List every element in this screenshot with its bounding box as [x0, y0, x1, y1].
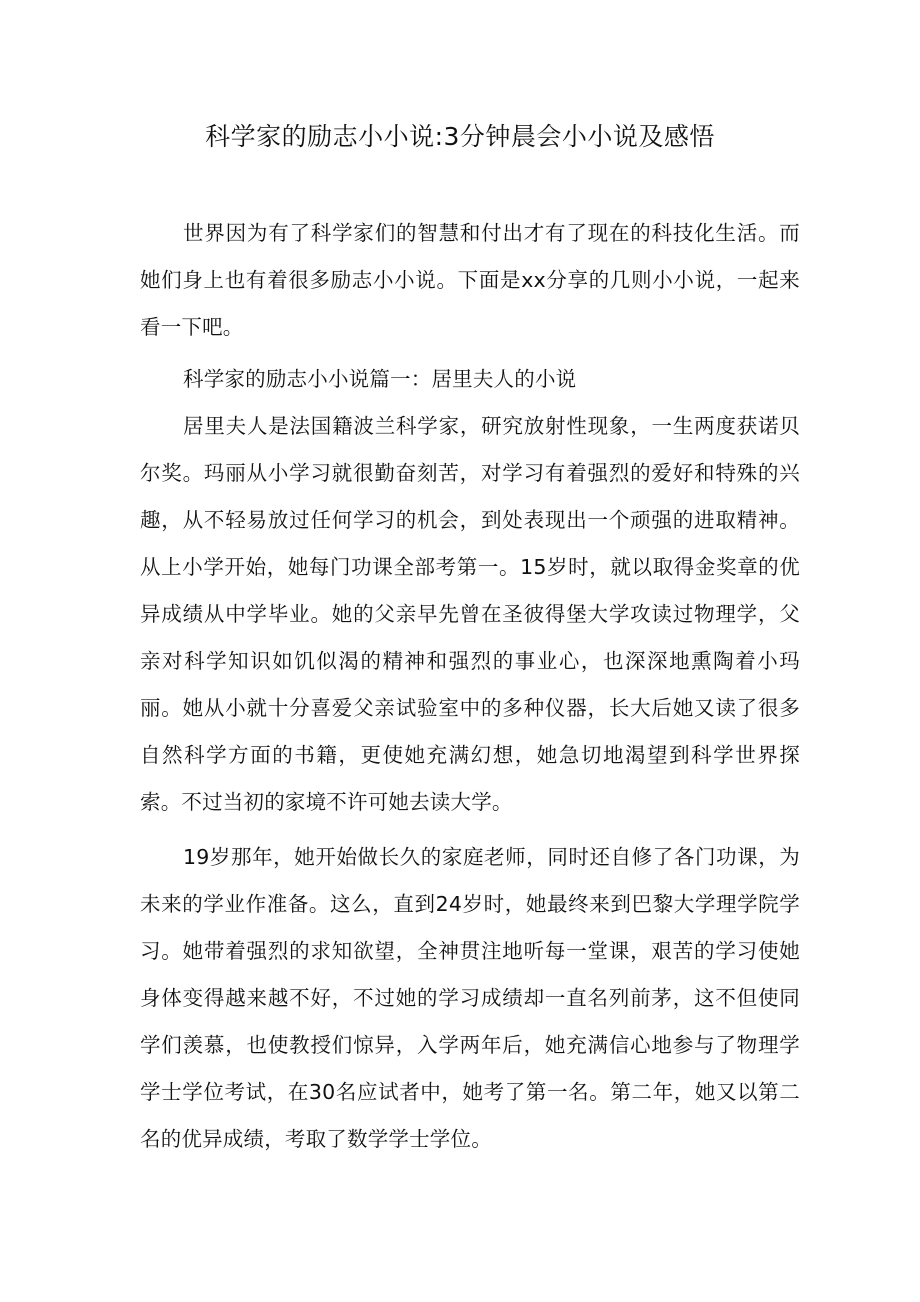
document-title: 科学家的励志小小说:3分钟晨会小小说及感悟: [205, 122, 715, 151]
body-paragraph: 19岁那年，她开始做长久的家庭老师，同时还自修了各门功课，为未来的学业作准备。这么，直到24岁时，她最终来到巴黎大学理学院学习。她带着强烈的求知欲望，全神贯注地听每一堂课，艰苦的学习使她身体变得越来越不好，不过她的学习成绩却一直名列前茅，这不但使同学们羡慕，也使教授们惊异，入学两年后，她充满信心地参与了物理学学士学位考试，在30名应试者中，她考了第一名。第二年，她又以第二名的优异成绩，考取了数学学士学位。: [140, 845, 800, 1151]
body-paragraph: 居里夫人是法国籍波兰科学家，研究放射性现象，一生两度获诺贝尔奖。玛丽从小学习就很勤奋刻苦，对学习有着强烈的爱好和特殊的兴趣，从不轻易放过任何学习的机会，到处表现出一个顽强的进取精神。从上小学开始，她每门功课全部考第一。15岁时，就以取得金奖章的优异成绩从中学毕业。她的父亲早先曾在圣彼得堡大学攻读过物理学，父亲对科学知识如饥似渴的精神和强烈的事业心，也深深地熏陶着小玛丽。她从小就十分喜爱父亲试验室中的多种仪器，长大后她又读了很多自然科学方面的书籍，更使她充满幻想，她急切地渴望到科学世界探索。不过当初的家境不许可她去读大学。: [140, 414, 800, 814]
section-heading: 科学家的励志小小说篇一：居里夫人的小说: [183, 367, 577, 391]
intro-paragraph: 世界因为有了科学家们的智慧和付出才有了现在的科技化生活。而她们身上也有着很多励志小小说。下面是xx分享的几则小小说，一起来看一下吧。: [140, 221, 800, 339]
